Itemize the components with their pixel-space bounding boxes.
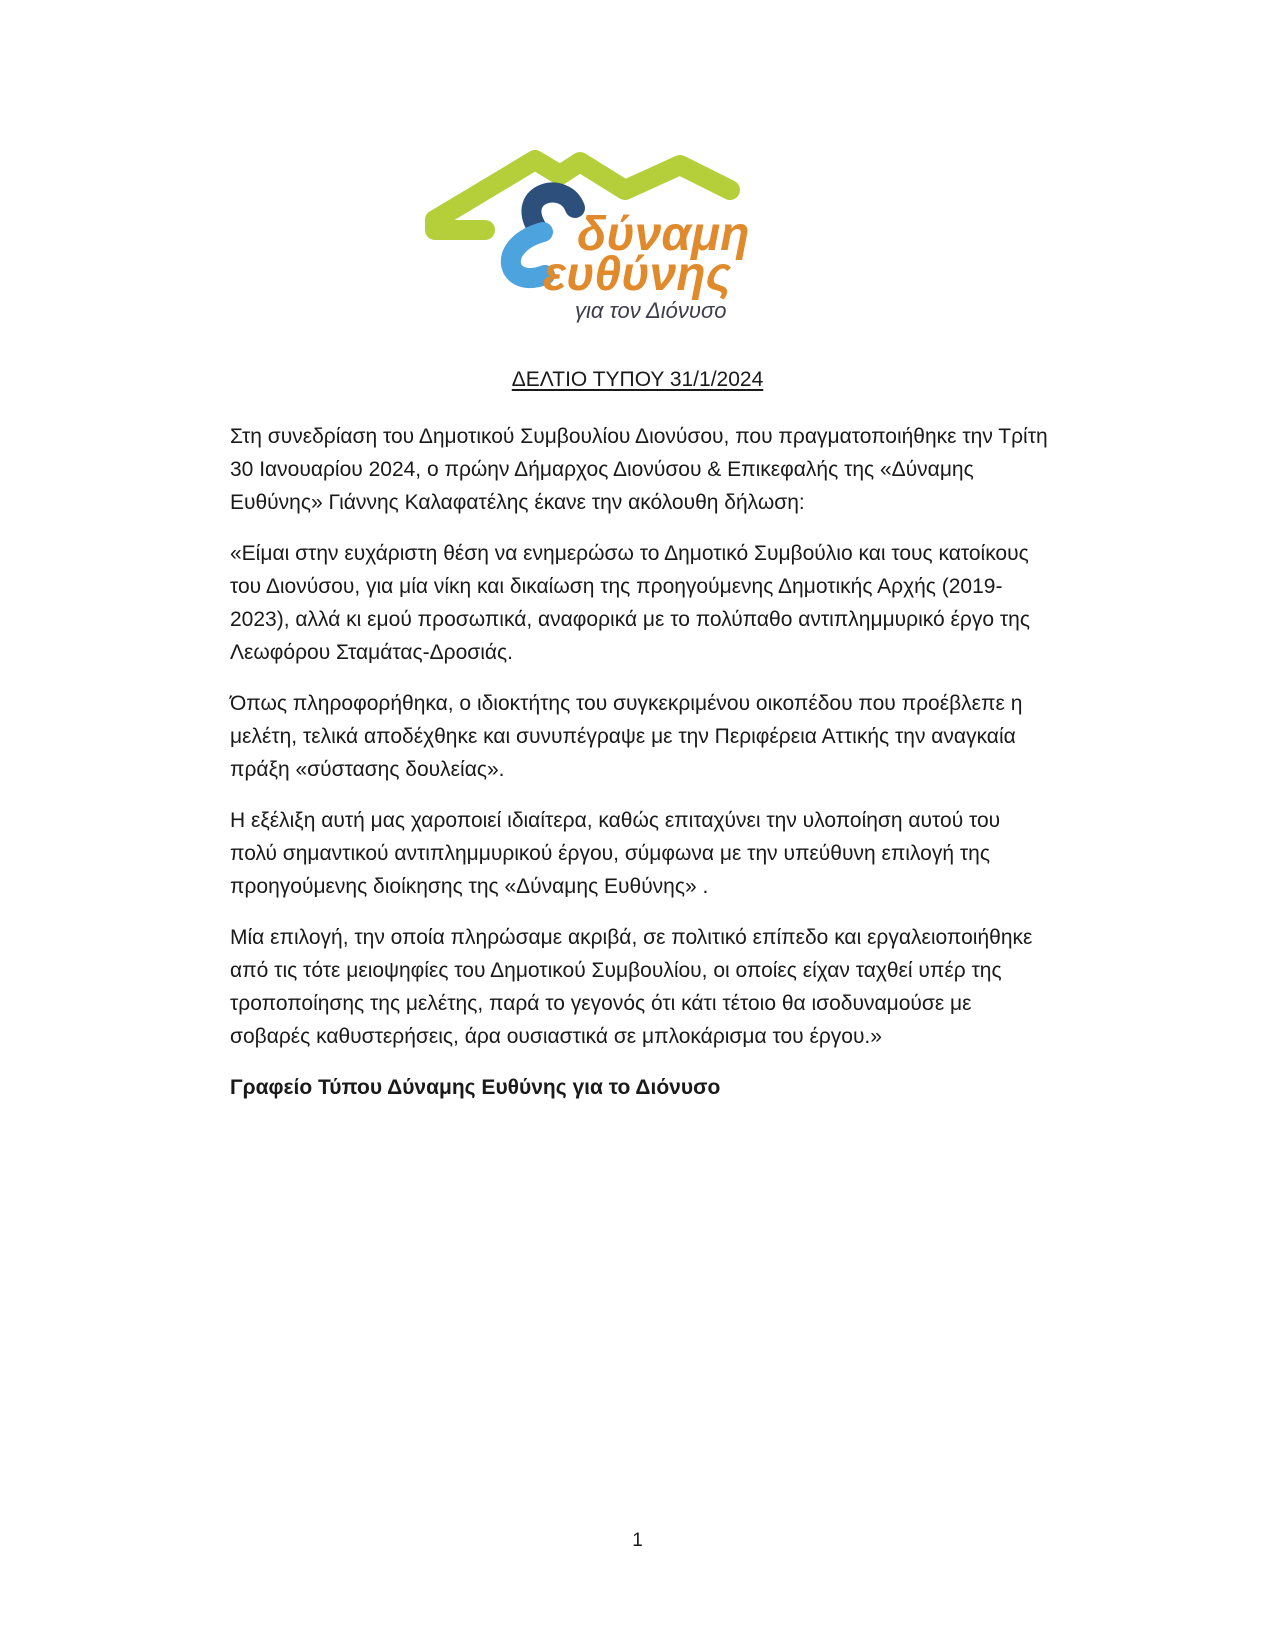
document-title: ΔΕΛΤΙΟ ΤΥΠΟΥ 31/1/2024 — [511, 368, 764, 391]
roof-left-leg — [435, 220, 485, 230]
paragraph-statement-3: Η εξέλιξη αυτή μας χαροποιεί ιδιαίτερα, καθώς επιταχύνει την υλοποίηση αυτού του πολύ σημαντικού αντιπλημμυρικού έργου, σύμφωνα με την υπεύθυνη επιλογή της προηγούμενης διοίκησης της «Δύναμης Ευθύνης» . — [230, 809, 1001, 898]
press-office-signature: Γραφείο Τύπου Δύναμης Ευθύνης για το Διόνυσο — [230, 1076, 721, 1099]
page-number: 1 — [632, 1530, 643, 1551]
logo-graphic — [425, 150, 845, 340]
party-logo — [425, 150, 845, 340]
paragraph-statement-2: Όπως πληροφορήθηκα, ο ιδιοκτήτης του συγκεκριμένου οικοπέδου που προέβλεπε η μελέτη, τελικά αποδέχθηκε και συνυπέγραψε με την Περιφέρεια Αττικής την αναγκαία πράξη «σύστασης δουλείας». — [230, 692, 1023, 781]
epsilon-top — [531, 193, 575, 228]
document-body — [230, 420, 1050, 1122]
logo-word-efthynis: ευθύνης — [543, 248, 732, 301]
epsilon-bottom — [511, 232, 545, 278]
logo-tagline: για τον Διόνυσο — [575, 298, 727, 323]
paragraph-intro: Στη συνεδρίαση του Δημοτικού Συμβουλίου Διονύσου, που πραγματοποιήθηκε την Τρίτη 30 Ιανουαρίου 2024, ο πρώην Δήμαρχος Διονύσου & Επικεφαλής της «Δύναμης Ευθύνης» Γιάννης Καλαφατέλης έκανε την ακόλουθη δήλωση: — [230, 425, 1048, 514]
logo-word-dynami: δύναμη — [577, 208, 750, 261]
paragraph-statement-1: «Είμαι στην ευχάριστη θέση να ενημερώσω το Δημοτικό Συμβούλιο και τους κατοίκους του Διονύσου, για μία νίκη και δικαίωση της προηγούμενης Δημοτικής Αρχής (2019-2023), αλλά κι εμού προσωπικά, αναφορικά με το πολύπαθο αντιπλημμυρικό έργο της Λεωφόρου Σταμάτας-Δροσιάς. — [230, 542, 1030, 664]
paragraph-statement-4: Μία επιλογή, την οποία πληρώσαμε ακριβά, σε πολιτικό επίπεδο και εργαλειοποιήθηκε από τις τότε μειοψηφίες του Δημοτικού Συμβουλίου, οι οποίες είχαν ταχθεί υπέρ της τροποποίησης της μελέτης, παρά το γεγονός ότι κάτι τέτοιο θα ισοδυναμούσε με σοβαρές καθυστερήσεις, άρα ουσιαστικά σε μπλοκάρισμα του έργου.» — [230, 926, 1033, 1048]
